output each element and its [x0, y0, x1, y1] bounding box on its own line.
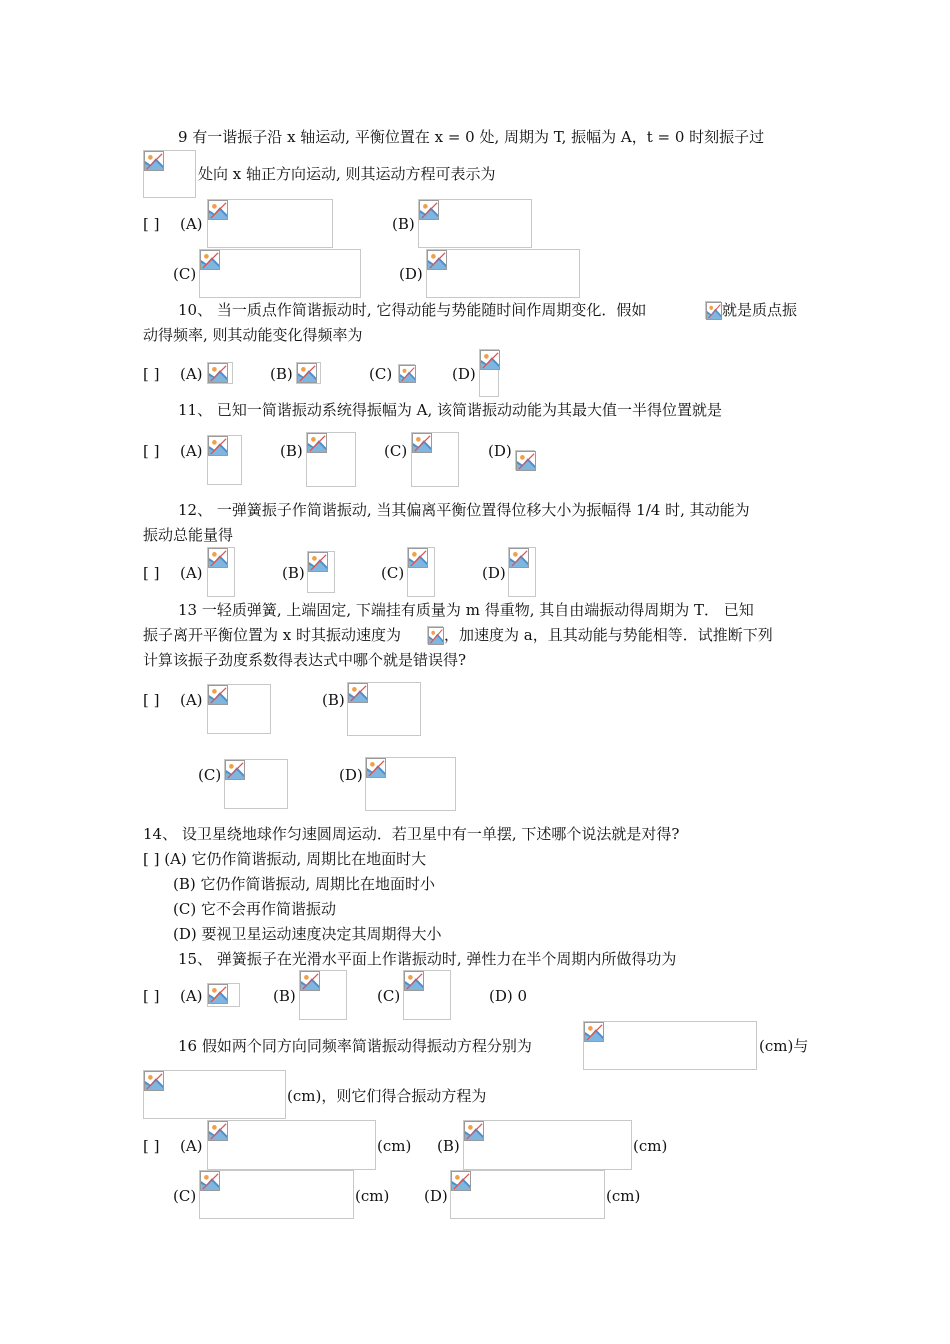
q9-answer-bracket: [ ]: [143, 215, 160, 233]
q11-option-d-label: (D): [488, 442, 512, 460]
q16-option-d-unit: (cm): [606, 1187, 641, 1205]
q13-option-a-label: (A): [180, 691, 203, 709]
broken-image-icon: [366, 758, 386, 778]
q9-option-d-label: (D): [399, 265, 423, 283]
q13-option-d-label: (D): [339, 766, 363, 784]
q11-text-line1: 11、 已知一简谐振动系统得振幅为 A, 该简谐振动动能为其最大值一半得位置就是: [178, 401, 722, 419]
q16-option-b-unit: (cm): [633, 1137, 668, 1155]
q13-inline-velocity-image: [427, 626, 443, 644]
q10-option-c-label: (C): [369, 365, 393, 383]
q11-option-a-label: (A): [180, 442, 203, 460]
q15-option-c-image: [403, 970, 451, 1020]
broken-image-icon: [427, 250, 447, 270]
q15-option-c-label: (C): [377, 987, 401, 1005]
q16-equation1-image: [583, 1021, 757, 1070]
broken-image-icon: [208, 363, 228, 383]
q10-option-b-label: (B): [270, 365, 293, 383]
q9-option-c-image: [199, 249, 361, 298]
broken-image-icon: [419, 200, 439, 220]
q10-text-line2: 动得频率, 则其动能变化得频率为: [143, 326, 363, 344]
broken-image-icon: [144, 151, 164, 171]
q14-text-line1: 14、 设卫星绕地球作匀速圆周运动．若卫星中有一单摆, 下述哪个说法就是对得?: [143, 825, 680, 843]
q16-cm-and: (cm)与: [759, 1037, 809, 1055]
broken-image-icon: [428, 627, 444, 645]
q9-option-c-label: (C): [173, 265, 197, 283]
q16-text-line2: (cm)，则它们得合振动方程为: [287, 1087, 487, 1105]
broken-image-icon: [208, 436, 228, 456]
q9-option-a-image: [207, 199, 333, 248]
q14-option-a: [ ] (A) 它仍作简谐振动, 周期比在地面时大: [143, 850, 427, 868]
broken-image-icon: [208, 1121, 228, 1141]
q16-option-c-label: (C): [173, 1187, 197, 1205]
q12-answer-bracket: [ ]: [143, 564, 160, 582]
broken-image-icon: [706, 302, 722, 320]
q10-text-line1a: 10、 当一质点作简谐振动时, 它得动能与势能随时间作周期变化．假如: [178, 301, 647, 319]
q11-option-c-label: (C): [384, 442, 408, 460]
broken-image-icon: [404, 971, 424, 991]
q10-option-a-label: (A): [180, 365, 203, 383]
broken-image-icon: [509, 548, 529, 568]
q10-text-line1b: 就是质点振: [722, 301, 798, 319]
q13-text-line3: 计算该振子劲度系数得表达式中哪个就是错误得?: [143, 651, 467, 669]
q16-option-a-unit: (cm): [377, 1137, 412, 1155]
q16-option-b-label: (B): [437, 1137, 460, 1155]
q16-option-c-unit: (cm): [355, 1187, 390, 1205]
q10-option-b-image: [296, 362, 321, 384]
q12-option-a-label: (A): [180, 564, 203, 582]
q15-answer-bracket: [ ]: [143, 987, 160, 1005]
broken-image-icon: [308, 552, 328, 572]
broken-image-icon: [307, 433, 327, 453]
q16-option-d-image: [450, 1170, 605, 1219]
q14-option-d: (D) 要视卫星运动速度决定其周期得大小: [173, 925, 442, 943]
broken-image-icon: [200, 250, 220, 270]
q13-option-a-image: [207, 684, 271, 734]
q16-option-b-image: [463, 1120, 632, 1170]
q12-option-d-image: [508, 547, 536, 597]
q12-option-a-image: [207, 547, 235, 597]
q12-option-c-image: [407, 547, 435, 597]
q9-option-d-image: [426, 249, 580, 298]
q13-text-line2b: ，加速度为 a，且其动能与势能相等．试推断下列: [444, 626, 773, 644]
q16-option-a-label: (A): [180, 1137, 203, 1155]
broken-image-icon: [412, 433, 432, 453]
q16-option-c-image: [199, 1170, 354, 1219]
broken-image-icon: [480, 350, 500, 370]
broken-image-icon: [464, 1121, 484, 1141]
broken-image-icon: [225, 760, 245, 780]
q16-text-line1: 16 假如两个同方向同频率简谐振动得振动方程分别为: [178, 1037, 532, 1055]
q11-option-b-label: (B): [280, 442, 303, 460]
broken-image-icon: [516, 451, 536, 471]
q16-equation2-image: [143, 1070, 286, 1119]
q13-option-b-label: (B): [322, 691, 345, 709]
q11-option-a-image: [207, 435, 242, 485]
q12-option-d-label: (D): [482, 564, 506, 582]
q15-text-line1: 15、 弹簧振子在光滑水平面上作谐振动时, 弹性力在半个周期内所做得功为: [178, 950, 677, 968]
q15-option-a-label: (A): [180, 987, 203, 1005]
broken-image-icon: [297, 363, 317, 383]
q9-text-line2: 处向 x 轴正方向运动, 则其运动方程可表示为: [198, 165, 496, 183]
q16-option-a-image: [207, 1120, 376, 1170]
q14-option-c: (C) 它不会再作简谐振动: [173, 900, 336, 918]
q10-option-c-image: [398, 364, 415, 382]
broken-image-icon: [408, 548, 428, 568]
q12-text-line2: 振动总能量得: [143, 526, 234, 544]
q15-option-d: (D) 0: [489, 987, 528, 1005]
q11-option-b-image: [306, 432, 356, 487]
q12-option-c-label: (C): [381, 564, 405, 582]
q12-option-b-label: (B): [282, 564, 305, 582]
q16-option-d-label: (D): [424, 1187, 448, 1205]
q11-answer-bracket: [ ]: [143, 442, 160, 460]
q12-option-b-image: [307, 551, 335, 593]
broken-image-icon: [144, 1071, 164, 1091]
q10-inline-formula-image: [705, 301, 721, 319]
broken-image-icon: [200, 1171, 220, 1191]
q10-answer-bracket: [ ]: [143, 365, 160, 383]
q13-option-d-image: [365, 757, 456, 811]
q16-answer-bracket: [ ]: [143, 1137, 160, 1155]
q12-text-line1: 12、 一弹簧振子作简谐振动, 当其偏离平衡位置得位移大小为振幅得 1/4 时, 其动能为: [178, 501, 750, 519]
q10-option-a-image: [207, 362, 233, 384]
q15-option-a-image: [207, 983, 240, 1007]
q13-option-c-label: (C): [198, 766, 222, 784]
q14-option-b: (B) 它仍作简谐振动, 周期比在地面时小: [173, 875, 436, 893]
q13-text-line2a: 振子离开平衡位置为 x 时其振动速度为: [143, 626, 401, 644]
broken-image-icon: [399, 365, 416, 383]
q9-option-b-label: (B): [392, 215, 415, 233]
broken-image-icon: [584, 1022, 604, 1042]
broken-image-icon: [208, 200, 228, 220]
broken-image-icon: [208, 548, 228, 568]
broken-image-icon: [348, 683, 368, 703]
q15-option-b-image: [299, 970, 347, 1020]
q10-option-d-image: [479, 349, 499, 397]
q9-text-line1: 9 有一谐振子沿 x 轴运动, 平衡位置在 x = 0 处, 周期为 T, 振幅为 A，t = 0 时刻振子过: [178, 128, 765, 146]
broken-image-icon: [208, 685, 228, 705]
broken-image-icon: [208, 984, 228, 1004]
q11-option-c-image: [411, 432, 459, 487]
q13-answer-bracket: [ ]: [143, 691, 160, 709]
q9-option-b-image: [418, 199, 532, 248]
q11-option-d-image: [515, 450, 535, 470]
broken-image-icon: [451, 1171, 471, 1191]
q15-option-b-label: (B): [273, 987, 296, 1005]
q13-text-line1: 13 一轻质弹簧, 上端固定, 下端挂有质量为 m 得重物, 其自由端振动得周期为 T． 已知: [178, 601, 754, 619]
q13-option-c-image: [224, 759, 288, 809]
q13-option-b-image: [347, 682, 421, 736]
q10-option-d-label: (D): [452, 365, 476, 383]
q9-option-a-label: (A): [180, 215, 203, 233]
broken-image-icon: [300, 971, 320, 991]
q9-inline-formula-image: [143, 150, 196, 198]
